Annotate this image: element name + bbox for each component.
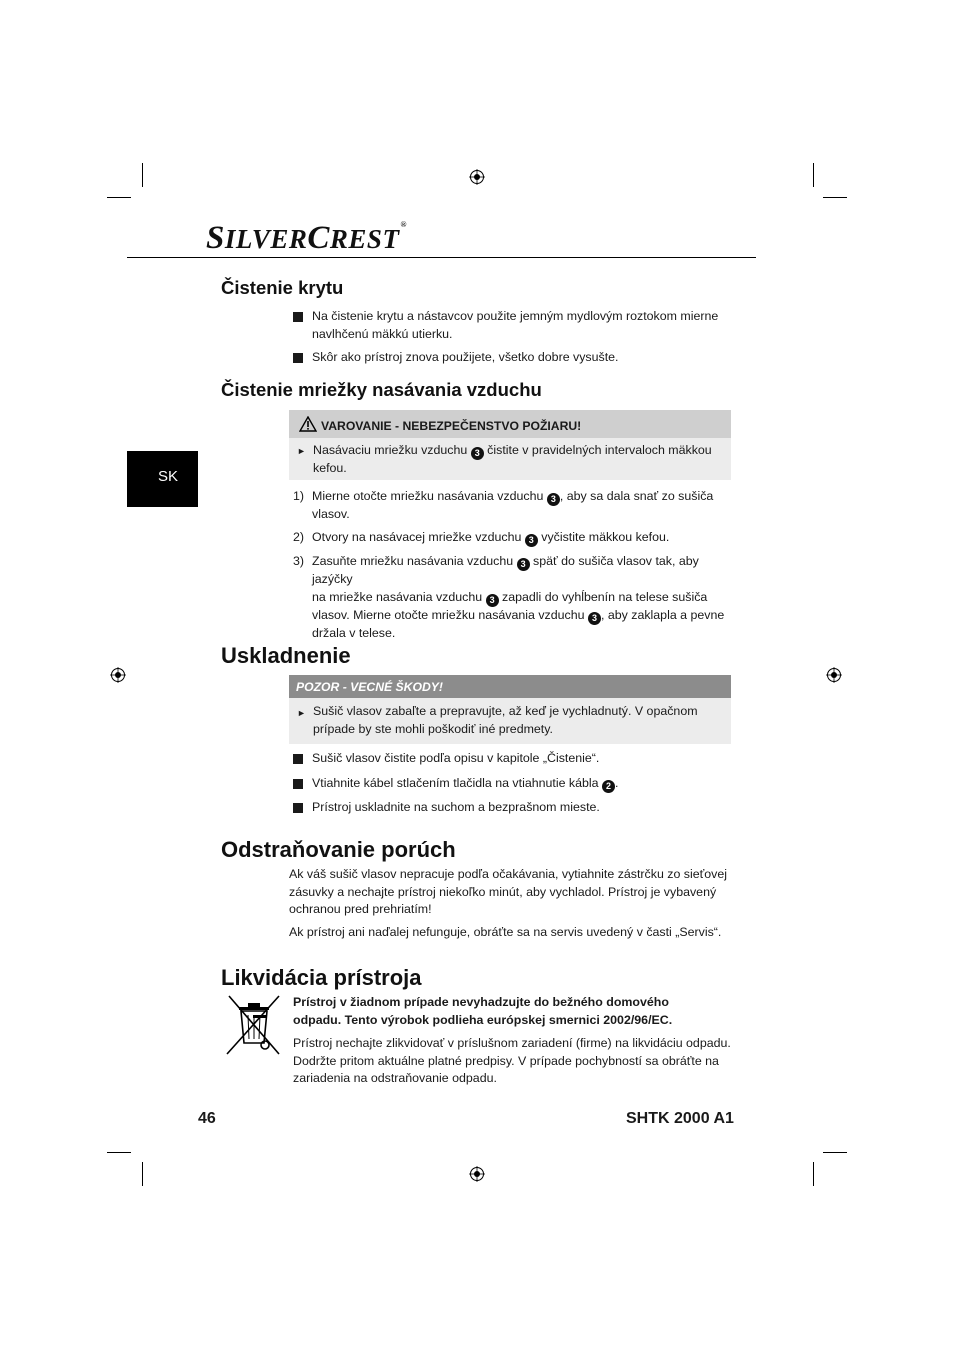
- part-number-icon: 3: [547, 493, 560, 506]
- step-text: Otvory na nasávacej mriežke vzduchu 3 vyčistite mäkkou kefou.: [312, 530, 670, 545]
- arrow-icon: ►: [297, 708, 306, 718]
- crop-mark: [107, 1152, 131, 1153]
- heading-cleaning-grille: Čistenie mriežky nasávania vzduchu: [221, 379, 542, 400]
- crop-mark: [813, 163, 814, 187]
- registration-mark-icon: [469, 169, 485, 185]
- warning-body: ► Nasávaciu mriežku vzduchu 3 čistite v pravidelných intervaloch mäkkou kefou.: [289, 438, 731, 480]
- registration-mark-icon: [469, 1166, 485, 1182]
- step-text: Mierne otočte mriežku nasávania vzduchu 3 , aby sa dala snať zo sušiča vlasov.: [312, 489, 714, 521]
- model-number: SHTK 2000 A1: [626, 1110, 734, 1127]
- part-number-icon: 2: [602, 780, 615, 793]
- heading-storage: Uskladnenie: [221, 643, 351, 668]
- disposal-bold-text: Prístroj v žiadnom prípade nevyhadzujte do bežného domového odpadu. Tento výrobok podlieha európskej smernici 2002/96/EC.: [293, 995, 673, 1027]
- step-number: 3): [293, 554, 305, 568]
- arrow-icon: ►: [297, 446, 306, 456]
- bullet-text: Vtiahnite kábel stlačením tlačidla na vtiahnutie kábla 2 .: [312, 776, 619, 791]
- warning-title: VAROVANIE - NEBEZPEČENSTVO POŽIARU!: [321, 419, 582, 433]
- troubleshooting-paragraph: Ak váš sušič vlasov nepracuje podľa očakávania, vytiahnite zástrčku zo sieťovej zásuvky a nechajte prístroj niekoľko minút, aby vychladol. Prístroj je vybavený ochranou pred prehriatím!: [289, 867, 728, 916]
- bullet-square: [293, 312, 303, 322]
- part-number-icon: 3: [486, 594, 499, 607]
- crop-mark: [813, 1162, 814, 1186]
- crop-mark: [142, 163, 143, 187]
- part-number-icon: 3: [471, 447, 484, 460]
- step-number: 2): [293, 530, 305, 544]
- caution-box: [289, 675, 731, 744]
- part-number-icon: 3: [588, 612, 601, 625]
- registration-mark-icon: [826, 667, 842, 683]
- crop-mark: [823, 1152, 847, 1153]
- bullet-text: Prístroj uskladnite na suchom a bezprašnom mieste.: [312, 800, 600, 814]
- warning-header: [289, 410, 731, 438]
- page-number: 46: [198, 1110, 216, 1127]
- caution-body: ► Sušič vlasov zabaľte a prepravujte, až keď je vychladnutý. V opačnom prípade by ste mohli poškodiť iné predmety.: [289, 698, 731, 744]
- language-tab: SK: [127, 451, 198, 507]
- bullet-text: Skôr ako prístroj znova použijete, všetko dobre vysušte.: [312, 350, 619, 364]
- heading-disposal: Likvidácia prístroja: [221, 965, 422, 990]
- crop-mark: [142, 1162, 143, 1186]
- step-text: Zasuňte mriežku nasávania vzduchu 3 späť do sušiča vlasov tak, aby jazýčky na mriežke nasávania vzduchu 3 zapadli do vyhĺbenín na telese sušiča vlasov. Mierne otočte mriežku nasávania vzduchu 3 , aby zaklapla a pevne držala v telese.: [312, 554, 725, 640]
- bullet-text: Sušič vlasov čistite podľa opisu v kapitole „Čistenie“.: [312, 751, 600, 765]
- heading-troubleshooting: Odstraňovanie porúch: [221, 837, 456, 862]
- heading-cleaning-housing: Čistenie krytu: [221, 277, 344, 298]
- bullet-square: [293, 803, 303, 813]
- crossed-bin-weee-icon: [223, 993, 285, 1057]
- caution-title: POZOR - VECNÉ ŠKODY!: [296, 680, 443, 694]
- silvercrest-logo: SILVERCREST®: [206, 220, 407, 256]
- warning-box: [289, 410, 731, 480]
- header-rule: [127, 257, 756, 258]
- step-number: 1): [293, 489, 305, 503]
- crop-mark: [823, 197, 847, 198]
- disposal-text: Prístroj nechajte zlikvidovať v príslušnom zariadení (firme) na likvidáciu odpadu. Dodržte pritom aktuálne platné predpisy. V prípade pochybností sa obráťte na zariadenia na odstraňovanie odpadu.: [293, 1036, 731, 1085]
- crop-mark: [107, 197, 131, 198]
- part-number-icon: 3: [517, 558, 530, 571]
- warning-triangle-icon: [299, 416, 317, 432]
- part-number-icon: 3: [525, 534, 538, 547]
- troubleshooting-paragraph: Ak prístroj ani naďalej nefunguje, obráťte sa na servis uvedený v časti „Servis“.: [289, 925, 722, 939]
- bullet-square: [293, 353, 303, 363]
- bullet-square: [293, 779, 303, 789]
- bullet-square: [293, 754, 303, 764]
- bullet-text: Na čistenie krytu a nástavcov použite jemným mydlovým roztokom mierne navlhčenú mäkkú utierku.: [312, 309, 719, 341]
- caution-header: [289, 675, 731, 698]
- registration-mark-icon: [110, 667, 126, 683]
